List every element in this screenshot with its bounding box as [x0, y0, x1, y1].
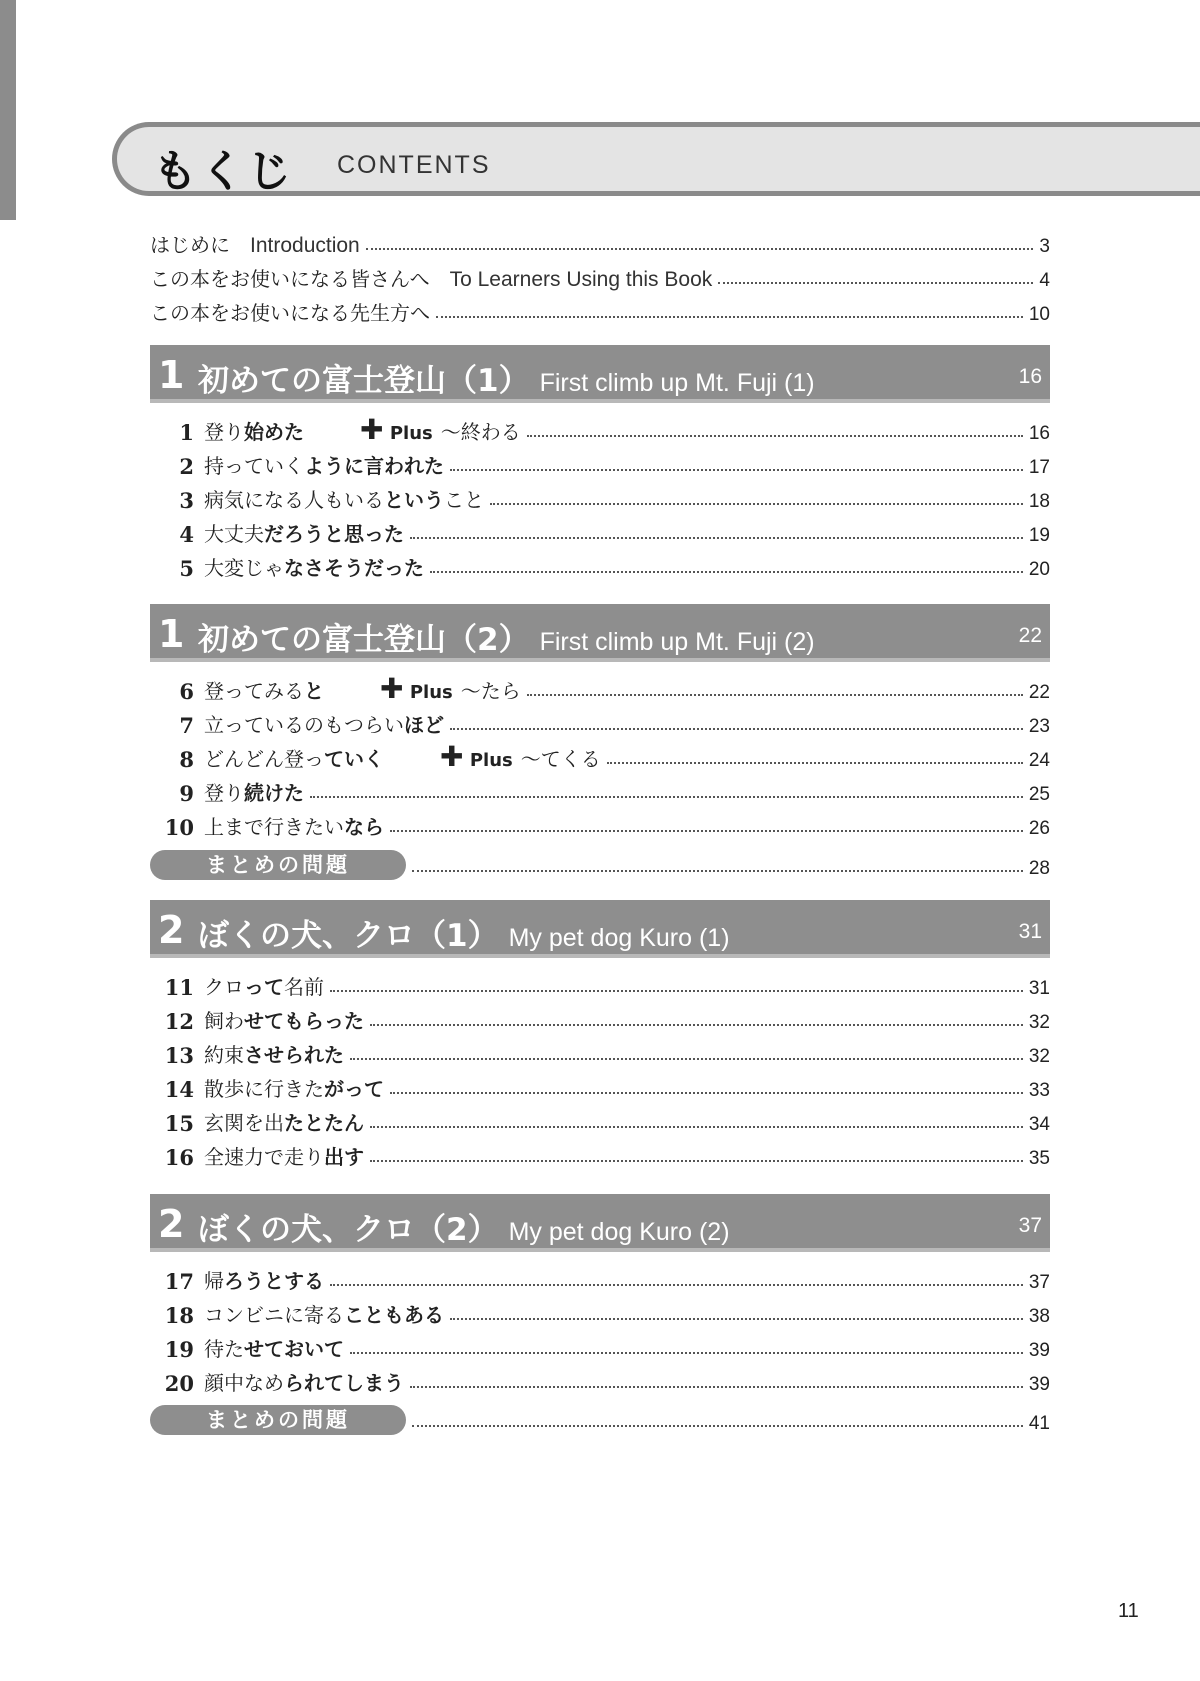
dot-leader: [450, 1318, 1023, 1320]
lesson-title: 登り始めた: [204, 420, 304, 444]
dot-leader: [366, 248, 1034, 250]
lesson-page: 38: [1028, 1306, 1050, 1327]
lesson-title: 飼わせてもらった: [204, 1009, 364, 1033]
dot-leader: [430, 571, 1023, 573]
chapter-title-en: First climb up Mt. Fuji (1): [539, 369, 815, 397]
dot-leader: [527, 435, 1023, 437]
lesson-page: 26: [1028, 818, 1050, 839]
contents-header: [112, 122, 1200, 196]
dot-leader: [490, 503, 1023, 505]
review-page: 28: [1028, 858, 1050, 879]
chapter-number: 2: [158, 908, 185, 952]
lesson-page: 18: [1028, 491, 1050, 512]
chapter-title-en: My pet dog Kuro (1): [508, 924, 730, 952]
dot-leader: [607, 762, 1023, 764]
lesson-page: 32: [1028, 1046, 1050, 1067]
toc-entry-to-learners[interactable]: [150, 262, 1050, 292]
lesson-title: 顔中なめられてしまう: [204, 1371, 404, 1395]
lesson-number: 15: [164, 1111, 194, 1136]
chapter-number: 2: [158, 1202, 185, 1246]
chapter-title-jp: ぼくの犬、クロ（2）: [198, 1212, 499, 1248]
lesson-number: 4: [179, 522, 194, 547]
entry-title-en: Introduction: [250, 234, 360, 257]
lesson-title: 帰ろうとする: [204, 1269, 324, 1293]
entry-page: 3: [1039, 236, 1050, 257]
dot-leader: [410, 1386, 1023, 1388]
chapter-number: 1: [158, 612, 185, 656]
dot-leader: [390, 1092, 1023, 1094]
dot-leader: [370, 1024, 1023, 1026]
lesson-title: 玄関を出たとたん: [204, 1111, 364, 1135]
lesson-page: 20: [1028, 559, 1050, 580]
chapter-title-jp: 初めての富士登山（2）: [198, 622, 530, 658]
lesson-page: 33: [1028, 1080, 1050, 1101]
lesson-title: 病気になる人もいるということ: [204, 488, 484, 512]
contents-title-en: CONTENTS: [337, 151, 491, 179]
lesson-entry[interactable]: [150, 1332, 1050, 1362]
chapter-title-en: First climb up Mt. Fuji (2): [539, 628, 815, 656]
lesson-number: 6: [179, 679, 194, 704]
dot-leader: [370, 1160, 1023, 1162]
chapter-page: 31: [1018, 920, 1042, 943]
chapter-number: 1: [158, 353, 185, 397]
entry-title: この本をお使いになる先生方へ: [150, 301, 430, 325]
lesson-entry[interactable]: [150, 1072, 1050, 1102]
dot-leader: [370, 1126, 1023, 1128]
lesson-entry[interactable]: [150, 1106, 1050, 1136]
lesson-number: 13: [164, 1043, 194, 1068]
chapter-header[interactable]: [150, 604, 1050, 662]
chapter-title: [198, 910, 730, 955]
lesson-title: 約束させられた: [204, 1043, 344, 1067]
lesson-entry[interactable]: [150, 551, 1050, 581]
lesson-number: 14: [164, 1077, 194, 1102]
lesson-page: 31: [1028, 978, 1050, 999]
dot-leader: [450, 469, 1023, 471]
lesson-title: 待たせておいて: [204, 1337, 344, 1361]
chapter-title-en: My pet dog Kuro (2): [508, 1218, 730, 1246]
page-number: 11: [1118, 1600, 1139, 1622]
lesson-title: 全速力で走り出す: [204, 1145, 364, 1169]
lesson-entry[interactable]: [150, 708, 1050, 738]
chapter-header[interactable]: [150, 1194, 1050, 1252]
dot-leader: [436, 316, 1023, 318]
plus-note: ✚ Plus ～終わる: [360, 413, 521, 446]
lesson-page: 19: [1028, 525, 1050, 546]
lesson-page: 22: [1028, 682, 1050, 703]
lesson-page: 37: [1028, 1272, 1050, 1293]
toc-entry-introduction[interactable]: [150, 228, 1050, 258]
lesson-entry[interactable]: [150, 483, 1050, 513]
entry-page: 4: [1039, 270, 1050, 291]
dot-leader: [350, 1352, 1023, 1354]
lesson-entry[interactable]: [150, 1264, 1050, 1294]
dot-leader: [527, 694, 1023, 696]
lesson-page: 17: [1028, 457, 1050, 478]
lesson-page: 25: [1028, 784, 1050, 805]
lesson-number: 16: [164, 1145, 194, 1170]
plus-icon: ✚: [440, 740, 464, 773]
dot-leader: [412, 1425, 1023, 1427]
lesson-title: 登ってみると: [204, 679, 324, 703]
review-entry[interactable]: [150, 850, 1050, 880]
review-page: 41: [1028, 1413, 1050, 1434]
entry-title-en: To Learners Using this Book: [449, 268, 713, 291]
chapter-header[interactable]: [150, 345, 1050, 403]
lesson-title: 大変じゃなさそうだった: [204, 556, 424, 580]
dot-leader: [410, 537, 1023, 539]
chapter-title: [198, 614, 815, 659]
plus-note: ✚ Plus ～てくる: [440, 740, 601, 773]
page-edge-tab: [0, 0, 16, 220]
lesson-entry[interactable]: [150, 1298, 1050, 1328]
lesson-entry[interactable]: [150, 415, 1050, 445]
lesson-entry[interactable]: [150, 517, 1050, 547]
lesson-entry[interactable]: [150, 776, 1050, 806]
chapter-page: 22: [1018, 624, 1042, 647]
lesson-title: コンビニに寄ることもある: [204, 1303, 444, 1327]
lesson-number: 11: [164, 975, 194, 1000]
lesson-number: 10: [164, 815, 194, 840]
contents-title-jp: もくじ: [153, 146, 294, 197]
plus-icon: ✚: [360, 413, 384, 446]
lesson-number: 17: [164, 1269, 194, 1294]
lesson-number: 2: [179, 454, 194, 479]
lesson-entry[interactable]: [150, 1140, 1050, 1170]
lesson-entry[interactable]: [150, 742, 1050, 772]
lesson-title: 上まで行きたいなら: [204, 815, 384, 839]
chapter-title: [198, 1204, 730, 1249]
lesson-entry[interactable]: [150, 1038, 1050, 1068]
lesson-number: 7: [179, 713, 194, 738]
lesson-title: どんどん登っていく: [204, 747, 384, 771]
plus-note: ✚ Plus ～たら: [380, 672, 521, 705]
lesson-number: 20: [164, 1371, 194, 1396]
lesson-number: 19: [164, 1337, 194, 1362]
toc-entry-to-teachers[interactable]: [150, 296, 1050, 326]
chapter-header[interactable]: [150, 900, 1050, 958]
lesson-page: 16: [1028, 423, 1050, 444]
entry-page: 10: [1028, 304, 1050, 325]
lesson-number: 8: [179, 747, 194, 772]
lesson-number: 3: [179, 488, 194, 513]
chapter-title: [198, 355, 815, 400]
dot-leader: [450, 728, 1023, 730]
lesson-entry[interactable]: [150, 1004, 1050, 1034]
lesson-page: 32: [1028, 1012, 1050, 1033]
dot-leader: [310, 796, 1023, 798]
entry-title: はじめに: [150, 233, 230, 257]
lesson-entry[interactable]: [150, 970, 1050, 1000]
lesson-entry[interactable]: [150, 810, 1050, 840]
lesson-title: クロって名前: [204, 975, 324, 999]
lesson-page: 34: [1028, 1114, 1050, 1135]
lesson-number: 5: [179, 556, 194, 581]
lesson-entry[interactable]: [150, 449, 1050, 479]
chapter-title-jp: ぼくの犬、クロ（1）: [198, 918, 499, 954]
lesson-title: 持っていくように言われた: [204, 454, 444, 478]
lesson-number: 9: [179, 781, 194, 806]
dot-leader: [390, 830, 1023, 832]
review-entry[interactable]: [150, 1405, 1050, 1435]
entry-title: この本をお使いになる皆さんへ: [150, 267, 430, 291]
chapter-page: 37: [1018, 1214, 1042, 1237]
lesson-entry[interactable]: [150, 674, 1050, 704]
lesson-page: 24: [1028, 750, 1050, 771]
lesson-number: 12: [164, 1009, 194, 1034]
lesson-title: 散歩に行きたがって: [204, 1077, 384, 1101]
chapter-page: 16: [1018, 365, 1042, 388]
lesson-page: 39: [1028, 1374, 1050, 1395]
dot-leader: [718, 282, 1033, 284]
plus-icon: ✚: [380, 672, 404, 705]
lesson-title: 立っているのもつらいほど: [204, 713, 444, 737]
lesson-page: 35: [1028, 1148, 1050, 1169]
review-label: まとめの問題: [150, 1405, 406, 1435]
lesson-page: 23: [1028, 716, 1050, 737]
lesson-number: 18: [164, 1303, 194, 1328]
lesson-entry[interactable]: [150, 1366, 1050, 1396]
dot-leader: [330, 1284, 1023, 1286]
lesson-number: 1: [179, 420, 194, 445]
dot-leader: [412, 870, 1023, 872]
lesson-page: 39: [1028, 1340, 1050, 1361]
chapter-title-jp: 初めての富士登山（1）: [198, 363, 530, 399]
lesson-title: 登り続けた: [204, 781, 304, 805]
review-label: まとめの問題: [150, 850, 406, 880]
dot-leader: [330, 990, 1023, 992]
dot-leader: [350, 1058, 1023, 1060]
lesson-title: 大丈夫だろうと思った: [204, 522, 404, 546]
